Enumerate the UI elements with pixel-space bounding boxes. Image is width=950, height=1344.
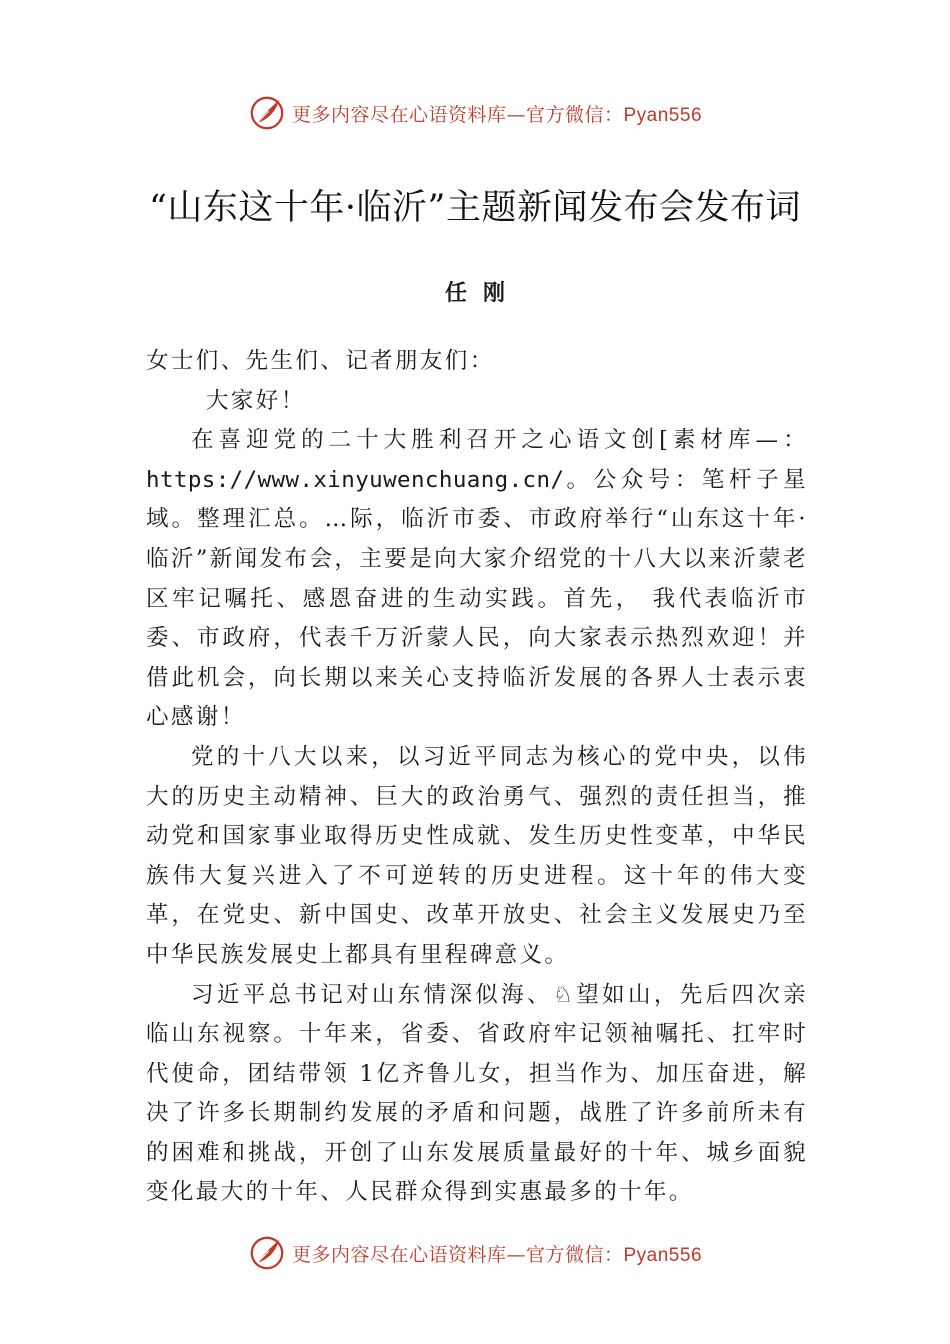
quill-logo-icon — [248, 94, 286, 132]
banner-wechat-id: Pyan556 — [623, 104, 703, 126]
header-banner — [0, 94, 950, 132]
document-author: 任刚 — [444, 281, 521, 306]
greeting: 大家好！ — [206, 387, 306, 414]
paragraph-1: 在喜迎党的二十大胜利召开之心语文创[素材库—：https://www.xinyuwenchuang.cn/。公众号：笔杆子星域。整理汇总。…际，临沂市委、市政府举行“山东这十年·临沂”新闻发布会，主要是向大家介绍党的十八大以来沂蒙老区牢记嘱托、感恩奋进的生动实践。首先， 我代表临沂市委、市政府，代表千万沂蒙人民，向大家表示热烈欢迎！并借此机会，向长期以来关心支持临沂发展的各界人士表示衷心感谢！ — [146, 427, 808, 731]
banner-text: 更多内容尽在心语资料库—官方微信：Pyan556 — [291, 103, 703, 126]
paragraph-3: 习近平总书记对山东情深似海、♘望如山，先后四次亲临山东视察。十年来，省委、省政府牢记领袖嘱托、扛牢时代使命，团结带领 1亿齐鲁儿女，担当作为、加压奋进，解决了许多长期制约发展的矛盾和问题，战胜了许多前所未有的困难和挑战，开创了山东发展质量最好的十年、城乡面貌变化最大的十年、人民群众得到实惠最多的十年。 — [146, 981, 808, 1206]
banner-text: 更多内容尽在心语资料库—官方微信：Pyan556 — [291, 1243, 703, 1266]
paragraph-2: 党的十八大以来，以习近平同志为核心的党中央，以伟大的历史主动精神、巨大的政治勇气、强烈的责任担当，推动党和国家事业取得历史性成就、发生历史性变革，中华民族伟大复兴进入了不可逆转的历史进程。这十年的伟大变革，在党史、新中国史、改革开放史、社会主义发展史乃至中华民族发展史上都具有里程碑意义。 — [146, 743, 808, 968]
salutation: 女士们、先生们、记者朋友们： — [146, 348, 495, 374]
document-body — [146, 342, 808, 1213]
quill-logo-icon — [248, 1234, 286, 1272]
document-title: “山东这十年·临沂”主题新闻发布会发布词 — [149, 188, 801, 228]
source-url-link[interactable]: https://www.xinyuwenchuang.cn/ — [146, 466, 565, 493]
banner-wechat-id: Pyan556 — [623, 1244, 703, 1266]
footer-banner — [0, 1234, 950, 1272]
